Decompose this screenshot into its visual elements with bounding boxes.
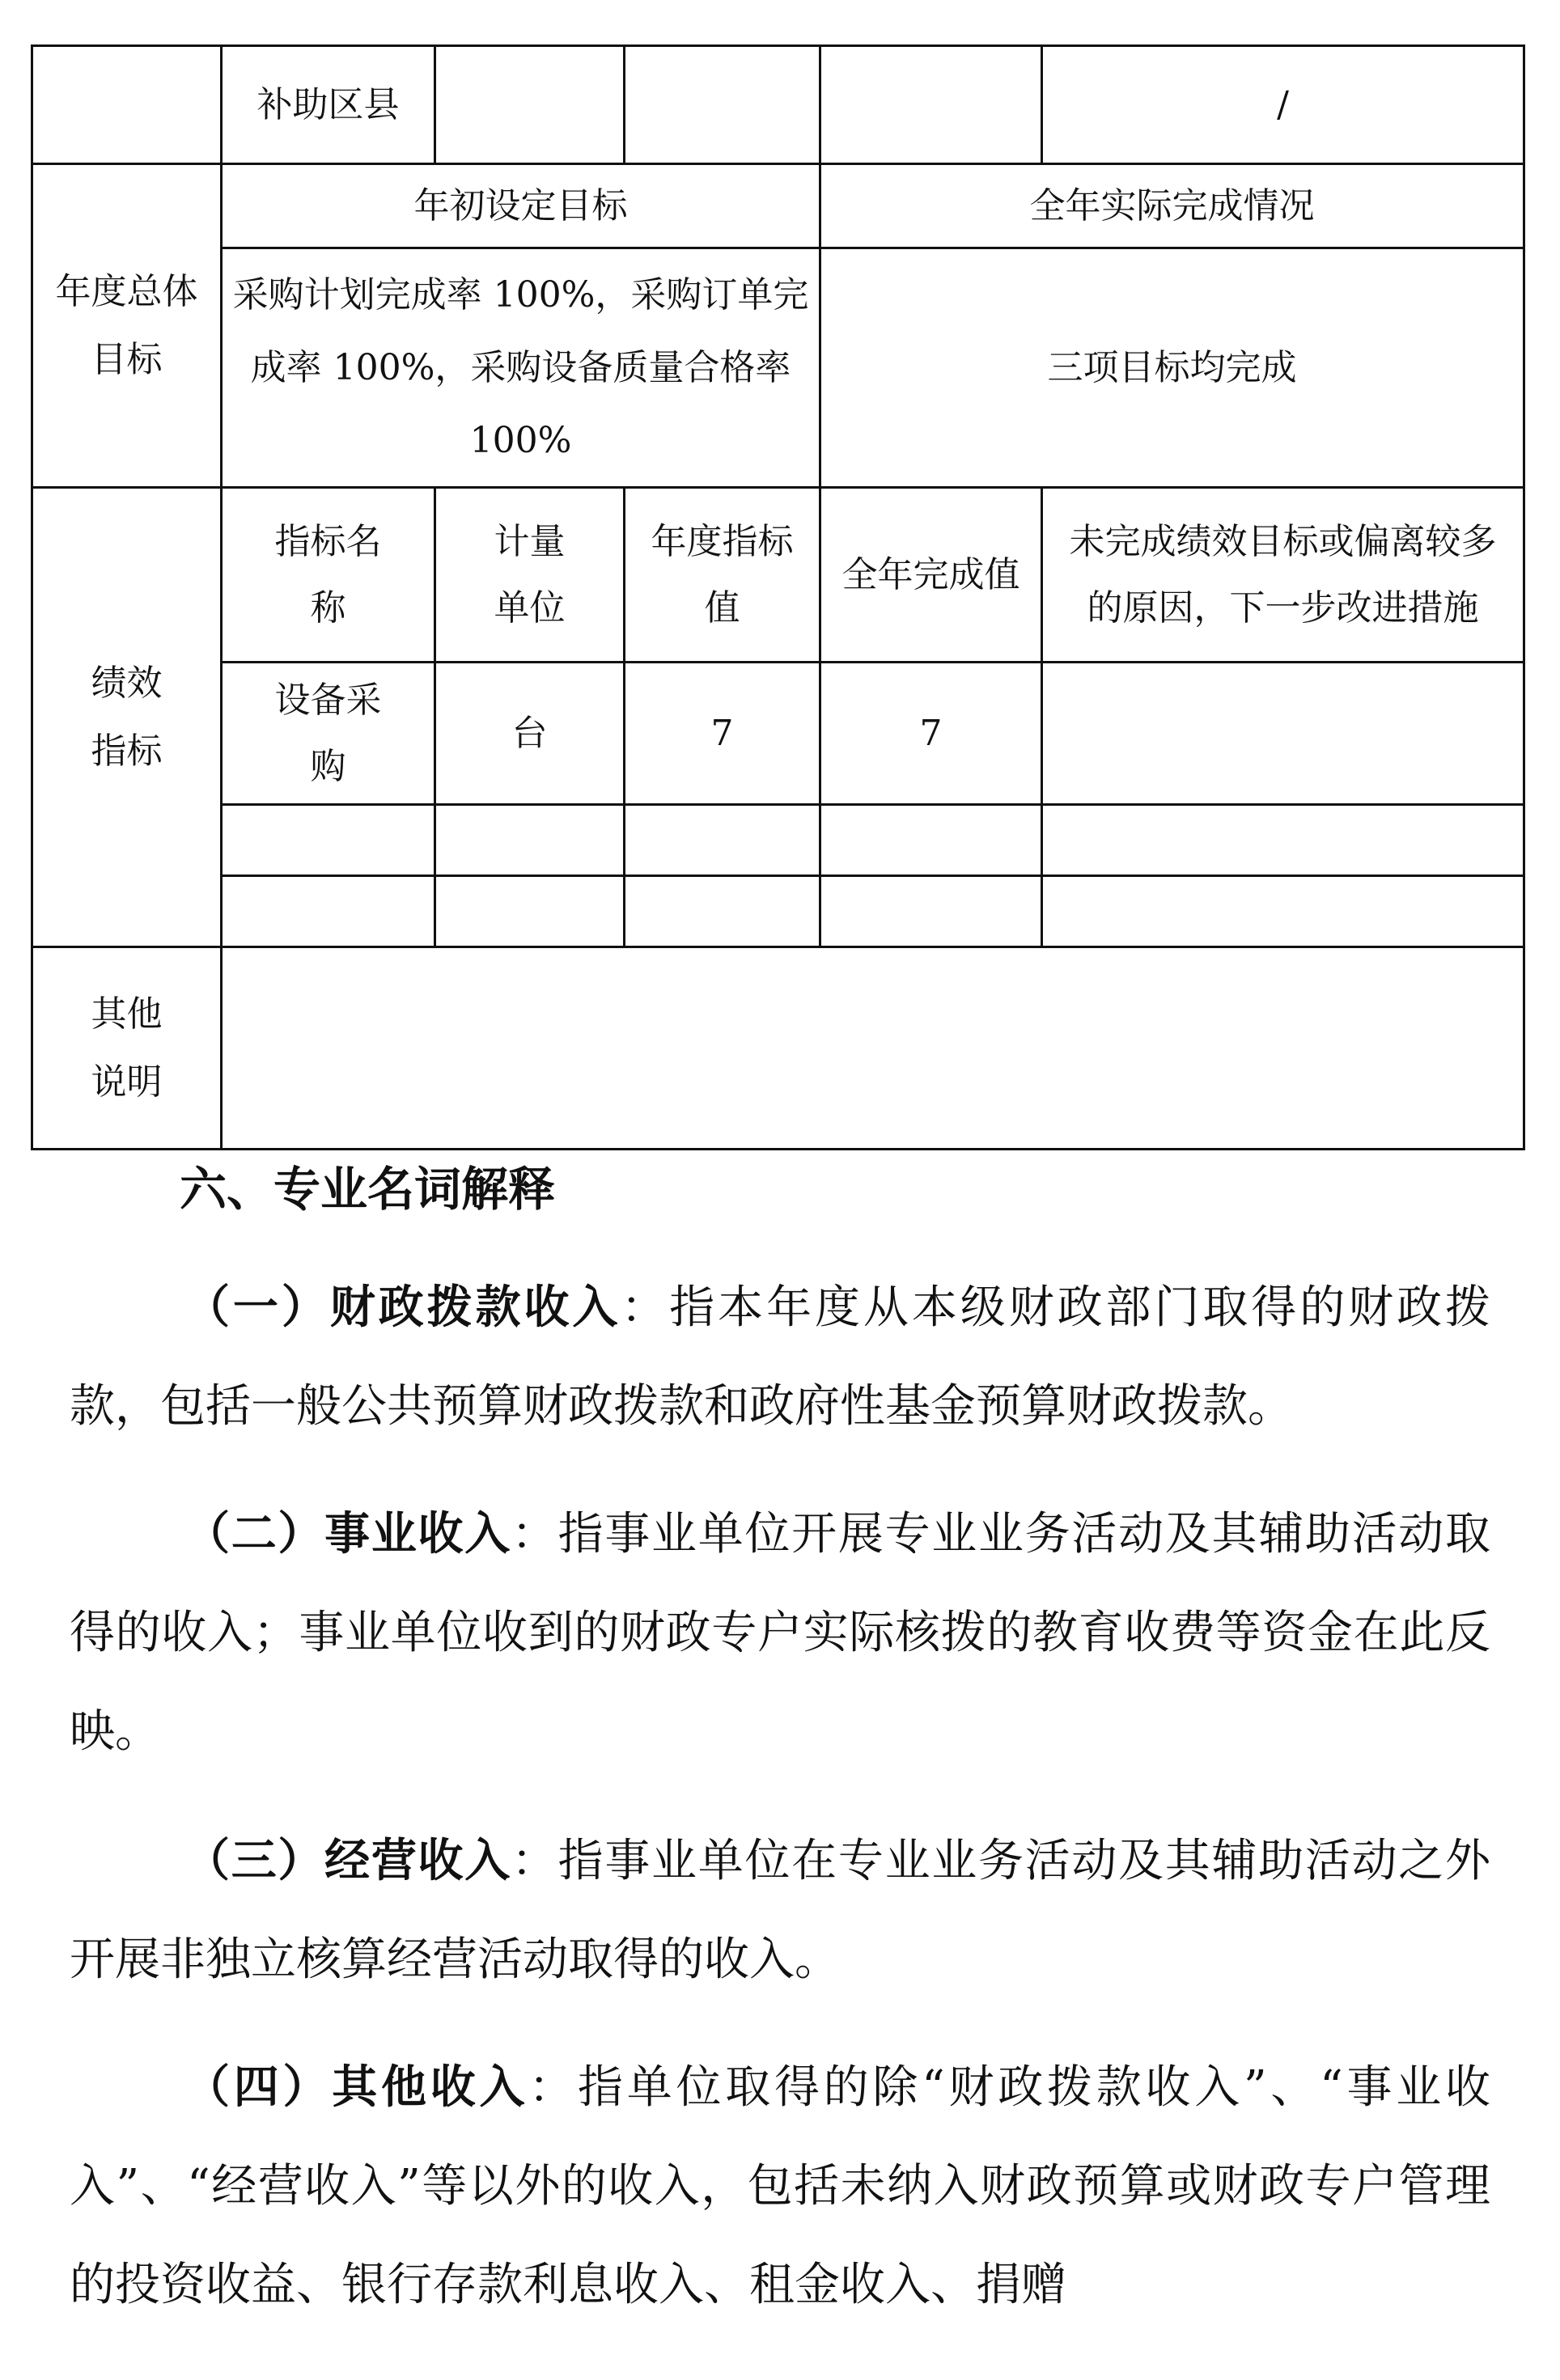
subsidy-label: 补助区县 [222,46,435,164]
table-row [32,805,1524,876]
other-notes-value [222,947,1524,1150]
reason-cell [1042,663,1524,805]
term-definition: ：指本年度从本级财政部门取得的财政拨款，包括一般公共预算财政拨款和政府性基金预算财政拨款。 [70,1281,1491,1433]
header-annual-value: 年度指标值 [625,488,820,663]
annual-goal-content-row [32,248,1524,488]
term-label: （四）其他收入 [184,2061,529,2114]
performance-label: 绩效指标 [32,488,222,947]
actual-value-cell [820,876,1042,947]
annual-value-cell: 7 [625,663,820,805]
empty-cell [625,46,820,164]
term-definition: ：指事业单位开展专业业务活动及其辅助活动取得的收入；事业单位收到的财政专户实际核拨的教育收费等资金在此反映。 [70,1508,1491,1758]
indicator-name-cell [222,876,435,947]
term-paragraph [70,1812,1490,2009]
section-title: 六、专业名词解释 [180,1162,556,1217]
header-actual-value: 全年完成值 [820,488,1042,663]
actual-value-cell [820,805,1042,876]
subsidy-value: / [1042,46,1524,164]
unit-cell: 台 [435,663,625,805]
header-unit: 计量单位 [435,488,625,663]
performance-header-row [32,488,1524,663]
term-label: （二）事业收入 [184,1508,511,1561]
reason-cell [1042,876,1524,947]
term-paragraph [70,2039,1490,2335]
table-row [32,876,1524,947]
annual-goal-label: 年度总体目标 [32,164,222,488]
table-row [32,663,1524,805]
term-definition: ：指事业单位在专业业务活动及其辅助活动之外开展非独立核算经营活动取得的收入。 [70,1835,1491,1986]
empty-cell [820,46,1042,164]
plan-text: 采购计划完成率 100%，采购订单完成率 100%，采购设备质量合格率 100% [222,248,820,488]
term-paragraph [70,1485,1490,1781]
annual-value-cell [625,876,820,947]
annual-value-cell [625,805,820,876]
header-reason: 未完成绩效目标或偏离较多的原因，下一步改进措施 [1042,488,1524,663]
indicator-name-cell: 设备采购 [222,663,435,805]
term-label: （一）财政拨款收入 [184,1281,621,1334]
plan-header: 年初设定目标 [222,164,820,248]
other-notes-label: 其他说明 [32,947,222,1150]
reason-cell [1042,805,1524,876]
actual-text: 三项目标均完成 [820,248,1524,488]
term-paragraph [70,1259,1490,1456]
other-notes-row [32,947,1524,1150]
annual-goal-header-row [32,164,1524,248]
unit-cell [435,805,625,876]
subsidy-row [32,46,1524,164]
empty-cell [32,46,222,164]
actual-header: 全年实际完成情况 [820,164,1524,248]
header-indicator-name: 指标名称 [222,488,435,663]
term-label: （三）经营收入 [184,1835,511,1887]
empty-cell [435,46,625,164]
performance-table [31,44,1525,1150]
unit-cell [435,876,625,947]
actual-value-cell: 7 [820,663,1042,805]
term-definition: ：指单位取得的除“财政拨款收入”、“事业收入”、“经营收入”等以外的收入，包括未纳入财政预算或财政专户管理的投资收益、银行存款利息收入、租金收入、捐赠 [70,2061,1491,2311]
indicator-name-cell [222,805,435,876]
